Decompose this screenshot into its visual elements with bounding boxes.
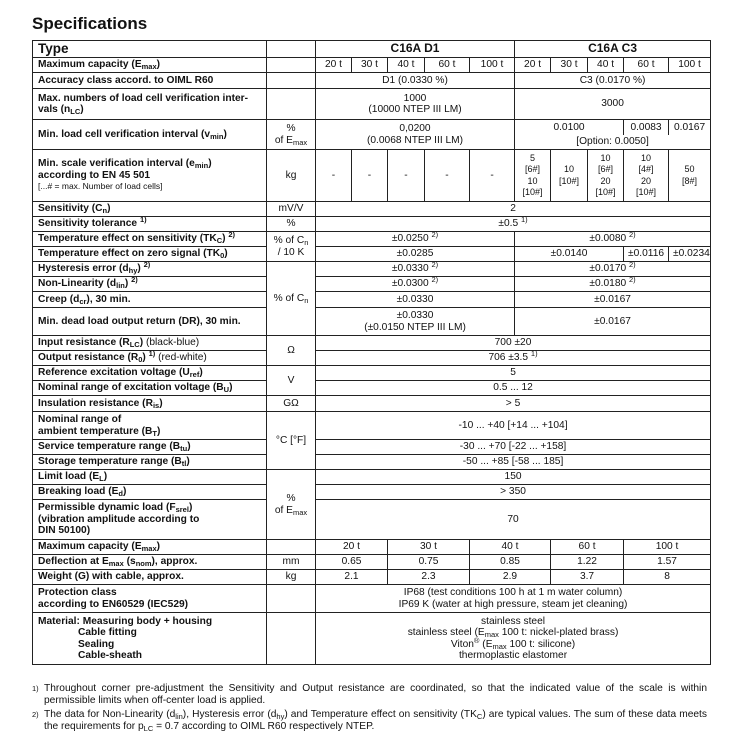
value-sensitivity: 2 xyxy=(316,202,711,217)
cap2-20: 20 t xyxy=(316,540,388,555)
value-breaking-load: > 350 xyxy=(316,485,711,500)
row-input-resistance xyxy=(33,336,711,351)
unit-vmin: % of $E_{max}$ xyxy=(267,120,316,150)
row-hysteresis xyxy=(33,262,711,277)
value-btl: -50 ... +85 [-58 ... 185] xyxy=(316,455,711,470)
row-weight xyxy=(33,570,711,585)
footnote-1: 1) Throughout corner pre-adjustment the Sensitivity and Output resistance are coordinated, so that the indicated value of the scale is within permissible limits when off-center load is applied. xyxy=(32,683,707,706)
cap-d1-100: 100 t xyxy=(470,58,515,73)
value-uref: 5 xyxy=(316,366,711,381)
defl-20: 0.65 xyxy=(316,555,388,570)
label-deflection: Deflection at $E_{max}$ $(s_{nom})$, approx. xyxy=(33,555,267,570)
unit-temperature: °C [°F] xyxy=(267,412,316,470)
emin-c3-100: 50 [8#] xyxy=(669,150,711,202)
row-btu xyxy=(33,440,711,455)
tkc-d1: ±0.0250 $^{2)}$ xyxy=(316,232,515,247)
label-uref: Reference excitation voltage $(U_{ref})$ xyxy=(33,366,267,381)
defl-100: 1.57 xyxy=(624,555,711,570)
value-insulation: > 5 xyxy=(316,396,711,412)
label-bt: Nominal range of ambient temperature $(B_T)$ xyxy=(33,412,267,440)
hyst-c3: ±0.0170 $^{2)}$ xyxy=(515,262,711,277)
row-dynamic-load xyxy=(33,500,711,540)
unit-sensitivity: mV/V xyxy=(267,202,316,217)
defl-60: 1.22 xyxy=(551,555,624,570)
label-limit-load: Limit load $(E_L)$ xyxy=(33,470,267,485)
cap-c3-100: 100 t xyxy=(669,58,711,73)
group-c16a-c3: C16A C3 xyxy=(515,41,711,58)
specifications-table xyxy=(32,40,711,665)
tk0-c3-a: ±0.0140 xyxy=(515,247,624,262)
creep-d1: ±0.0330 xyxy=(316,292,515,308)
row-deflection xyxy=(33,555,711,570)
page-title: Specifications xyxy=(32,14,148,33)
emin-d1-20: - xyxy=(316,150,352,202)
weight-30: 2.3 xyxy=(388,570,470,585)
cap-c3-40: 40 t xyxy=(588,58,624,73)
row-btl xyxy=(33,455,711,470)
cap2-30: 30 t xyxy=(388,540,470,555)
emin-c3-30: 10 [10#] xyxy=(551,150,588,202)
footnote-2: 2) The data for Non-Linearity $(d_{lin})$, Hysteresis error $(d_{hy})$ and Temperature effect on sensitivity $(TK_C)$ are typical values. The sum of these data meets the requirements for $p_{LC} = 0.7$ according to OIML R60 respectively NTEP. xyxy=(32,709,707,733)
cap-c3-60: 60 t xyxy=(624,58,669,73)
cap-d1-20: 20 t xyxy=(316,58,352,73)
unit-volt: V xyxy=(267,366,316,396)
label-insulation: Insulation resistance $(R_{is})$ xyxy=(33,396,267,412)
dr-c3: ±0.0167 xyxy=(515,308,711,336)
row-dead-load xyxy=(33,308,711,336)
unit-kg: kg xyxy=(267,570,316,585)
row-tk0 xyxy=(33,247,711,262)
label-breaking-load: Breaking load $(E_d)$ xyxy=(33,485,267,500)
value-limit-load: 150 xyxy=(316,470,711,485)
unit-emin: kg xyxy=(267,150,316,202)
emin-d1-60: - xyxy=(425,150,470,202)
emin-d1-100: - xyxy=(470,150,515,202)
group-c16a-d1: C16A D1 xyxy=(316,41,515,58)
cap-c3-20: 20 t xyxy=(515,58,551,73)
value-output-resistance: 706 ±3.5 $^{1)}$ xyxy=(316,351,711,366)
row-breaking-load xyxy=(33,485,711,500)
nlc-c3: 3000 xyxy=(515,89,711,120)
value-bu: 0.5 ... 12 xyxy=(316,381,711,396)
value-dynamic-load: 70 xyxy=(316,500,711,540)
row-max-capacity xyxy=(33,58,711,73)
row-limit-load xyxy=(33,470,711,485)
label-hysteresis: Hysteresis error $(d_{hy})$ $^{2)}$ xyxy=(33,262,267,277)
dr-d1: ±0.0330 (±0.0150 NTEP III LM) xyxy=(316,308,515,336)
value-bt: -10 ... +40 [+14 ... +104] xyxy=(316,412,711,440)
cap-d1-30: 30 t xyxy=(352,58,388,73)
emin-c3-60: 10 [4#] 20 [10#] xyxy=(624,150,669,202)
row-output-resistance xyxy=(33,351,711,366)
cap-d1-40: 40 t xyxy=(388,58,425,73)
value-input-resistance: 700 ±20 xyxy=(316,336,711,351)
value-material: stainless steel stainless steel ($E_{max}$ 100 t: nickel-plated brass) Viton® ($E_{max}$ 100 t: silicone) thermoplastic elastomer xyxy=(316,613,711,665)
unit-sens-tol: % xyxy=(267,217,316,232)
label-accuracy: Accuracy class accord. to OIML R60 xyxy=(33,73,267,89)
label-weight: Weight (G) with cable, approx. xyxy=(33,570,267,585)
lin-d1: ±0.0300 $^{2)}$ xyxy=(316,277,515,292)
vmin-d1: 0,0200 (0.0068 NTEP III LM) xyxy=(316,120,515,150)
label-nlc: Max. numbers of load cell verification inter- vals $(n_{LC})$ xyxy=(33,89,267,120)
weight-60: 3.7 xyxy=(551,570,624,585)
weight-20: 2.1 xyxy=(316,570,388,585)
row-emin xyxy=(33,150,711,202)
label-bu: Nominal range of excitation voltage $(B_U)$ xyxy=(33,381,267,396)
vmin-c3-a: 0.0100 xyxy=(515,120,624,135)
label-dynamic-load: Permissible dynamic load $(F_{srel})$ (vibration amplitude according to DIN 50100) xyxy=(33,500,267,540)
weight-100: 8 xyxy=(624,570,711,585)
defl-30: 0.75 xyxy=(388,555,470,570)
row-insulation xyxy=(33,396,711,412)
row-sens-tol xyxy=(33,217,711,232)
row-linearity xyxy=(33,277,711,292)
label-sens-tol: Sensitivity tolerance $^{1)}$ xyxy=(33,217,267,232)
label-max-capacity: Maximum capacity $(E_{max})$ xyxy=(33,58,267,73)
emin-c3-40: 10 [6#] 20 [10#] xyxy=(588,150,624,202)
vmin-c3-b: 0.0083 xyxy=(624,120,669,135)
vmin-c3-c: 0.0167 xyxy=(669,120,711,135)
tk0-d1: ±0.0285 xyxy=(316,247,515,262)
row-sensitivity xyxy=(33,202,711,217)
row-max-capacity-2 xyxy=(33,540,711,555)
row-vmin xyxy=(33,120,711,135)
row-tkc xyxy=(33,232,711,247)
row-material xyxy=(33,613,711,665)
emin-c3-20: 5 [6#] 10 [10#] xyxy=(515,150,551,202)
label-emin: Min. scale verification interval $(e_{min})$ according to EN 45 501 [...# = max. Number of load cells] xyxy=(33,150,267,202)
label-max-capacity-2: Maximum capacity $(E_{max})$ xyxy=(33,540,267,555)
nlc-d1: 1000 (10000 NTEP III LM) xyxy=(316,89,515,120)
cap-c3-30: 30 t xyxy=(551,58,588,73)
cap2-100: 100 t xyxy=(624,540,711,555)
cap2-40: 40 t xyxy=(470,540,551,555)
value-btu: -30 ... +70 [-22 ... +158] xyxy=(316,440,711,455)
label-linearity: Non-Linearity $(d_{lin})$ $^{2)}$ xyxy=(33,277,267,292)
cap2-60: 60 t xyxy=(551,540,624,555)
label-vmin: Min. load cell verification interval $(v_{min})$ xyxy=(33,120,267,150)
accuracy-d1: D1 (0.0330 %) xyxy=(316,73,515,89)
row-bt xyxy=(33,412,711,440)
vmin-c3-option: [Option: 0.0050] xyxy=(515,135,711,150)
emin-d1-30: - xyxy=(352,150,388,202)
label-input-resistance: Input resistance $(R_{LC})$ (black-blue) xyxy=(33,336,267,351)
tkc-c3: ±0.0080 $^{2)}$ xyxy=(515,232,711,247)
tk0-c3-b: ±0.0116 xyxy=(624,247,669,262)
label-tkc: Temperature effect on sensitivity $(TK_C)$ $^{2)}$ xyxy=(33,232,267,247)
row-protection xyxy=(33,585,711,613)
label-protection: Protection class according to EN60529 (IEC529) xyxy=(33,585,267,613)
row-accuracy xyxy=(33,73,711,89)
row-bu xyxy=(33,381,711,396)
type-label: Type xyxy=(33,41,267,58)
value-protection: IP68 (test conditions 100 h at 1 m water column) IP69 K (water at high pressure, steam jet cleaning) xyxy=(316,585,711,613)
hyst-d1: ±0.0330 $^{2)}$ xyxy=(316,262,515,277)
label-dead-load: Min. dead load output return (DR), 30 min. xyxy=(33,308,267,336)
label-btu: Service temperature range $(B_{tu})$ xyxy=(33,440,267,455)
value-sens-tol: ±0.5 $^{1)}$ xyxy=(316,217,711,232)
defl-40: 0.85 xyxy=(470,555,551,570)
creep-c3: ±0.0167 xyxy=(515,292,711,308)
row-uref xyxy=(33,366,711,381)
unit-percent-emax: % of $E_{max}$ xyxy=(267,470,316,540)
unit-gohm: GΩ xyxy=(267,396,316,412)
label-output-resistance: Output resistance $(R_0)$ $^{1)}$ (red-white) xyxy=(33,351,267,366)
label-creep: Creep $(d_{cr})$, 30 min. xyxy=(33,292,267,308)
tk0-c3-c: ±0.0234 xyxy=(669,247,711,262)
cap-d1-60: 60 t xyxy=(425,58,470,73)
label-btl: Storage temperature range $(B_{tl})$ xyxy=(33,455,267,470)
unit-tk: % of $C_n$ / 10 K xyxy=(267,232,316,262)
label-material: Material: Measuring body + housing Cable fitting Sealing Cable-sheath xyxy=(33,613,267,665)
weight-40: 2.9 xyxy=(470,570,551,585)
unit-percent-cn: % of $C_n$ xyxy=(267,262,316,336)
label-sensitivity: Sensitivity $(C_n)$ xyxy=(33,202,267,217)
unit-ohm: Ω xyxy=(267,336,316,366)
row-type xyxy=(33,41,711,58)
row-nlc xyxy=(33,89,711,120)
label-tk0: Temperature effect on zero signal $(TK_0)$ xyxy=(33,247,267,262)
unit-mm: mm xyxy=(267,555,316,570)
emin-d1-40: - xyxy=(388,150,425,202)
row-creep xyxy=(33,292,711,308)
lin-c3: ±0.0180 $^{2)}$ xyxy=(515,277,711,292)
accuracy-c3: C3 (0.0170 %) xyxy=(515,73,711,89)
